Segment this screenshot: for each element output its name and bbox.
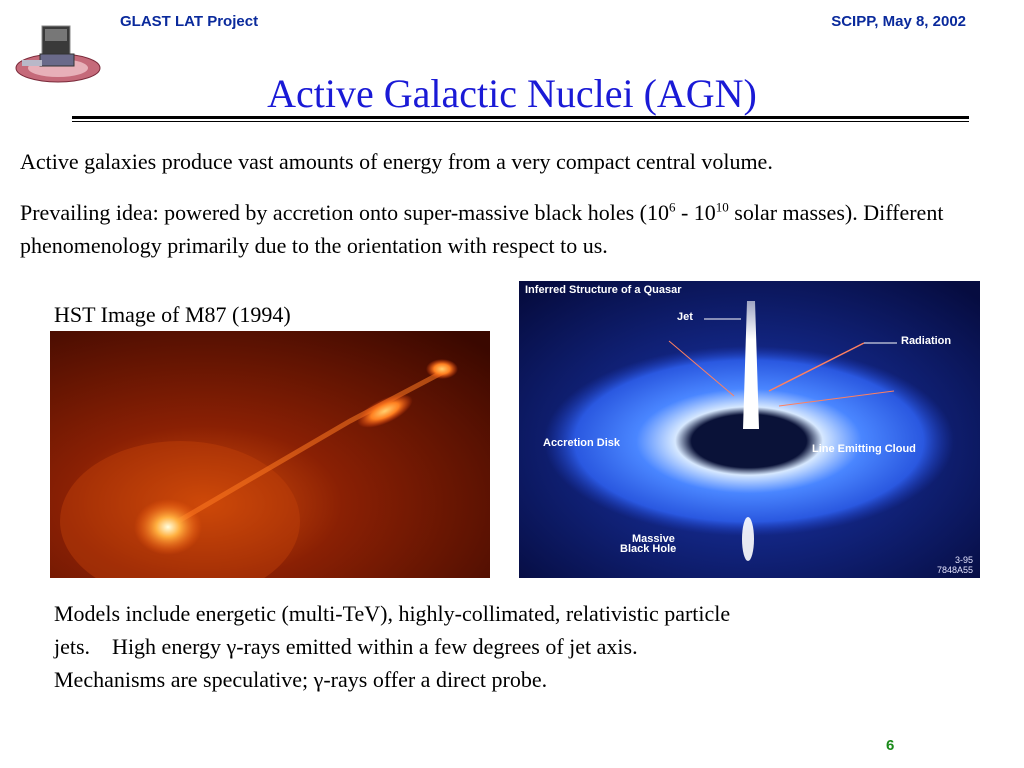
- quasar-label-jet: Jet: [677, 311, 693, 323]
- title-rule-thin: [72, 121, 969, 122]
- m87-knot-end: [426, 359, 458, 379]
- p2-text-a: Prevailing idea: powered by accretion onto super-massive black holes (10: [20, 200, 669, 225]
- quasar-label-line-emitting-cloud: Line Emitting Cloud: [812, 443, 916, 455]
- models-line-1: Models include energetic (multi-TeV), highly-collimated, relativistic particle: [54, 601, 731, 626]
- quasar-label-accretion-disk: Accretion Disk: [543, 437, 621, 449]
- p2-text-c: solar masses). Different phenomenology primarily due to the orientation with respect to us.: [20, 200, 944, 258]
- p2-exponent-2: 10: [715, 199, 729, 215]
- header-venue-date: SCIPP, May 8, 2002: [831, 13, 966, 30]
- logo-solar-panel: [22, 60, 42, 66]
- models-line-2: jets. High energy γ-rays emitted within a few degrees of jet axis.: [54, 634, 638, 659]
- m87-hst-image: [50, 331, 490, 578]
- logo-satellite-panel: [45, 29, 67, 41]
- quasar-label-black-hole-2: Black Hole: [620, 543, 677, 555]
- paragraph-intro: Active galaxies produce vast amounts of energy from a very compact central volume.: [20, 149, 773, 174]
- quasar-label-black-hole-1: Massive: [632, 533, 675, 545]
- p2-exponent-1: 6: [668, 199, 676, 215]
- lower-jet-shape: [742, 517, 754, 561]
- title-rule-thick: [72, 116, 969, 119]
- paragraph-prevailing-idea: [20, 196, 1005, 262]
- quasar-code-2: 7848A55: [936, 565, 973, 575]
- page-number: 6: [886, 737, 895, 754]
- quasar-label-radiation: Radiation: [901, 335, 952, 347]
- slide-title: Active Galactic Nuclei (AGN): [267, 71, 757, 116]
- logo-satellite-base: [40, 54, 74, 66]
- paragraph-models: [54, 597, 974, 696]
- m87-core: [134, 499, 202, 555]
- models-line-3: Mechanisms are speculative; γ-rays offer a direct probe.: [54, 667, 548, 692]
- header-project: GLAST LAT Project: [120, 13, 259, 30]
- quasar-title: Inferred Structure of a Quasar: [525, 284, 682, 296]
- quasar-diagram: [519, 281, 980, 578]
- p2-text-b: - 10: [675, 200, 716, 225]
- quasar-structure-figure: [519, 281, 980, 578]
- quasar-code-1: 3-95: [954, 555, 973, 565]
- hst-image-caption: HST Image of M87 (1994): [54, 302, 291, 327]
